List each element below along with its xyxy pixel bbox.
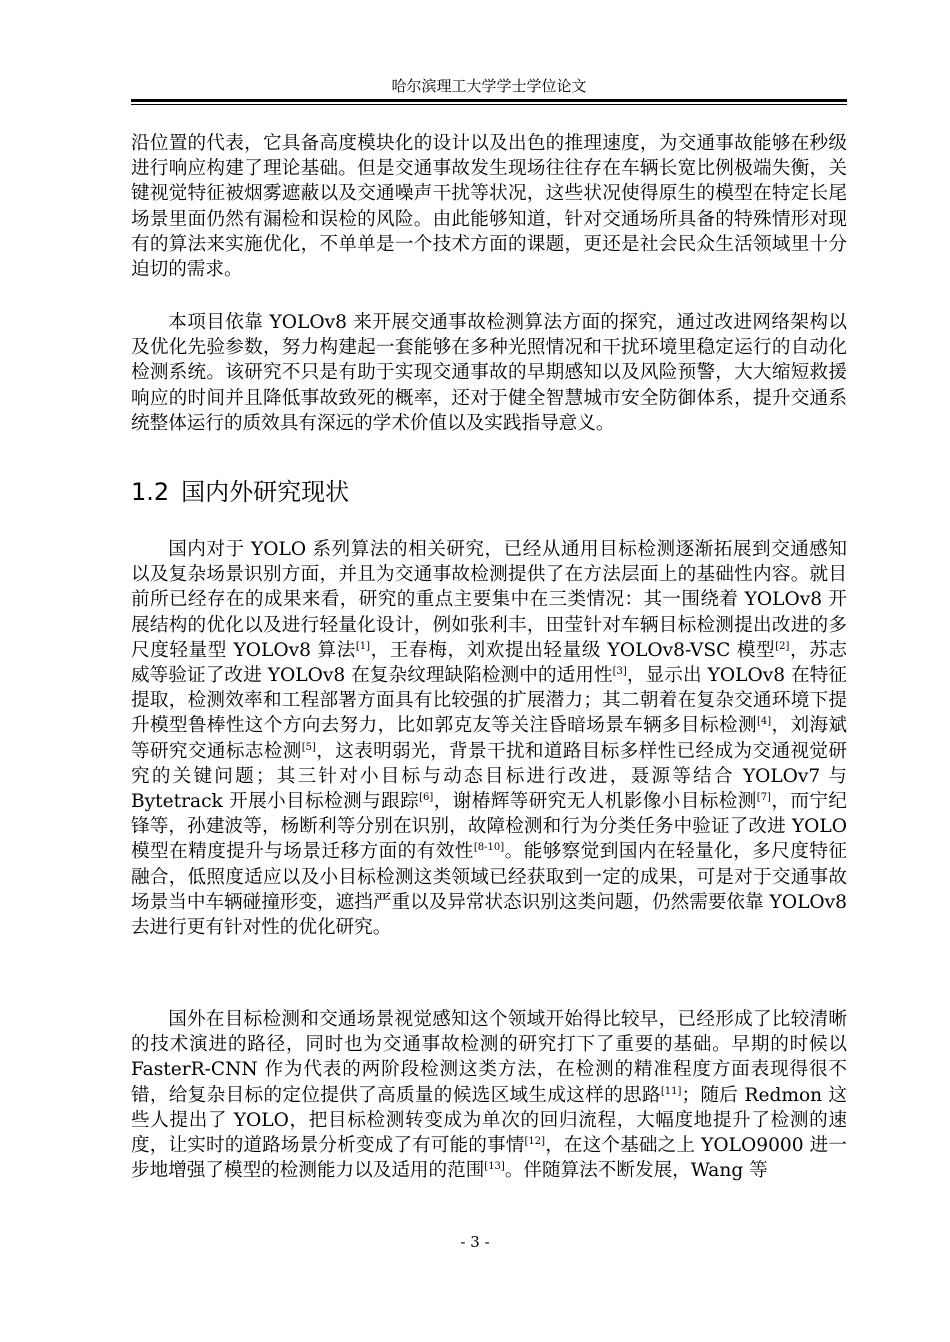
citation-ref: [1] xyxy=(355,640,371,652)
citation-ref: [3] xyxy=(612,666,627,678)
text-run: ，王春梅，刘欢提出轻量级 YOLOv8-VSC 模型 xyxy=(370,639,776,661)
text-run: ，谢椿辉等研究无人机影像小目标检测 xyxy=(433,791,757,813)
citation-ref: [8-10] xyxy=(473,842,505,854)
section-title: 国内外研究现状 xyxy=(181,478,350,506)
citation-ref: [6] xyxy=(419,792,434,804)
running-header: 哈尔滨理工大学学士学位论文 xyxy=(391,77,587,95)
paragraph-foreign-research xyxy=(131,1007,847,1183)
text-run: ，这表明弱光，背景干扰和道路目标多样性已经成为交通视觉研究的关键问题；其三针对小目标与动态目标进行改进，聂源等结合 YOLOv7 与 Bytetrack 开展小目标检测与跟踪 xyxy=(131,740,847,813)
paragraph-project: 本项目依靠 YOLOv8 来开展交通事故检测算法方面的探究，通过改进网络架构以及优化先验参数，努力构建起一套能够在多种光照情况和干扰环境里稳定运行的自动化检测系统。该研究不只是有助于实现交通事故的早期感知以及风险预警，大大缩短救援响应的时间并且降低事故致死的概率，还对于健全智慧城市安全防御体系，提升交通系统整体运行的质效具有深远的学术价值以及实践指导意义。 xyxy=(131,312,847,434)
header-rule-thick xyxy=(131,99,847,102)
text-run: 国外在目标检测和交通场景视觉感知这个领域开始得比较早，已经形成了比较清晰的技术演进的路径，同时也为交通事故检测的研究打下了重要的基础。早期的时候以 FasterR-CNN 作为代表的两阶段检测这类方法，在检测的精准程度方面表现得很不错，给复杂目标的定位提供了高质量的候选区域生成这样的思路 xyxy=(131,1009,847,1106)
header-rule-thin xyxy=(131,104,847,105)
text-run: 国内对于 YOLO 系列算法的相关研究，已经从通用目标检测逐渐拓展到交通感知以及复杂场景识别方面，并且为交通事故检测提供了在方法层面上的基础性内容。就目前所已经存在的成果来看，研究的重点主要集中在三类情况：其一围绕着 YOLOv8 开展结构的优化以及进行轻量化设计，例如张利丰，田莹针对车辆目标检测提出改进的多尺度轻量型 YOLOv8 算法 xyxy=(131,539,847,661)
citation-ref: [4] xyxy=(756,716,772,728)
citation-ref: [12] xyxy=(524,1136,546,1148)
paragraph-continued: 沿位置的代表，它具备高度模块化的设计以及出色的推理速度，为交通事故能够在秒级进行响应构建了理论基础。但是交通事故发生现场往往存在车辆长宽比例极端失衡，关键视觉特征被烟雾遮蔽以及交通噪声干扰等状况，这些状况使得原生的模型在特定长尾场景里面仍然有漏检和误检的风险。由此能够知道，针对交通场所具备的特殊情形对现有的算法来实施优化，不单单是一个技术方面的课题，更还是社会民众生活领域里十分迫切的需求。 xyxy=(131,133,847,281)
citation-ref: [11] xyxy=(660,1085,682,1097)
text-run: ，而宁纪锋等，孙建波等，杨断利等分别在识别，故障检测和行为分类任务中验证了改进 YOLO 模型在精度提升与场景迁移方面的有效性 xyxy=(131,791,847,863)
citation-ref: [13] xyxy=(484,1161,505,1173)
section-heading xyxy=(131,477,349,507)
text-run: ，刘海斌等研究交通标志检测 xyxy=(131,715,847,762)
text-run: ；随后 Redmon 这些人提出了 YOLO，把目标检测转变成为单次的回归流程，大幅度地提升了检测的速度，让实时的道路场景分析变成了有可能的事情 xyxy=(131,1084,847,1157)
citation-ref: [7] xyxy=(756,792,771,804)
text-run: 。能够察觉到国内在轻量化，多尺度特征融合，低照度适应以及小目标检测这类领域已经获取到一定的成果，可是对于交通事故场景当中车辆碰撞形变，遮挡严重以及异常状态识别这类问题，仍然需要依靠 YOLOv8 去进行更有针对性的优化研究。 xyxy=(131,841,847,939)
paragraph-domestic-research xyxy=(131,537,847,940)
section-number: 1.2 xyxy=(131,478,170,506)
text-run: ，显示出 YOLOv8 在特征提取，检测效率和工程部署方面具有比较强的扩展潜力；其二朝着在复杂交通环境下提升模型鲁棒性这个方向去努力，比如郭克友等关注昏暗场景车辆多目标检测 xyxy=(131,665,848,737)
page-number: - 3 - xyxy=(460,1233,490,1251)
citation-ref: [5] xyxy=(301,741,316,753)
text-run: ，在这个基础之上 YOLO9000 进一步地增强了模型的检测能力以及适用的范围 xyxy=(131,1135,847,1182)
text-run: 。伴随算法不断发展，Wang 等 xyxy=(504,1160,768,1182)
citation-ref: [2] xyxy=(775,640,790,652)
text-run: ，苏志威等验证了改进 YOLOv8 在复杂纹理缺陷检测中的适用性 xyxy=(131,639,848,687)
